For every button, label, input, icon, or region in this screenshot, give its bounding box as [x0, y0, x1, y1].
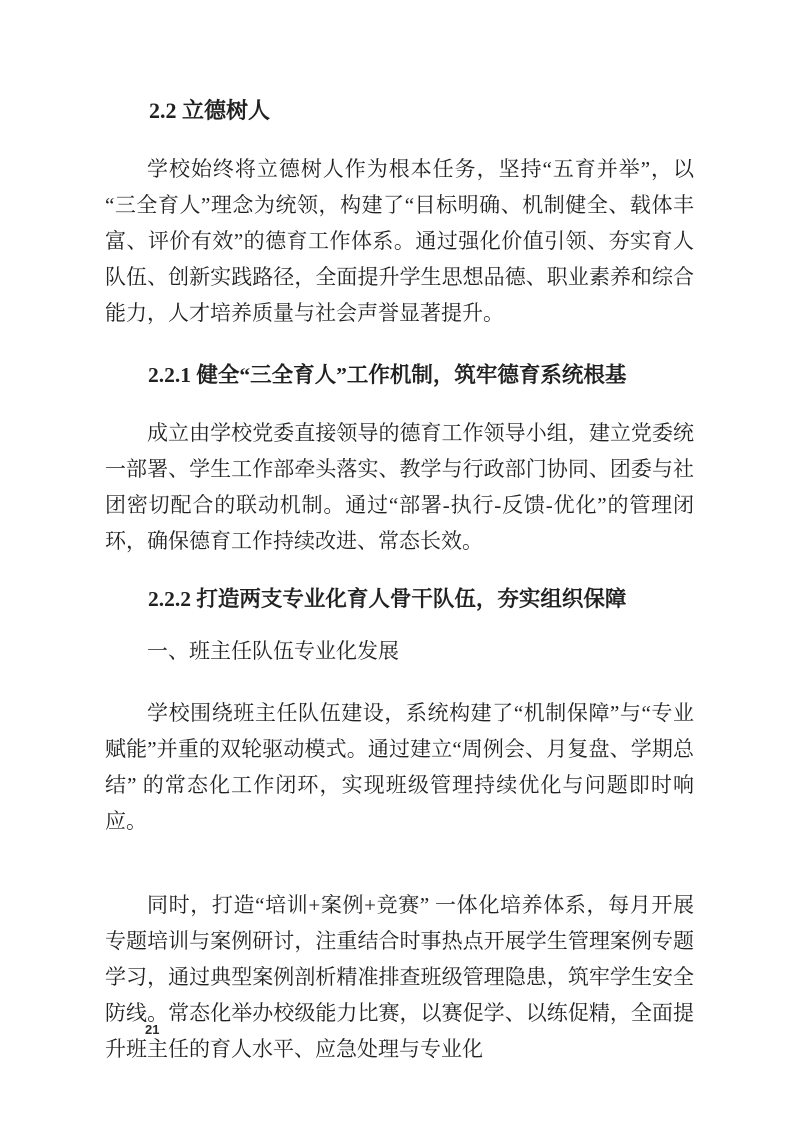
paragraph-banzhuren-training: 同时，打造“培训+案例+竞赛” 一体化培养体系，每月开展专题培训与案例研讨，注重结合时事热点开展学生管理案例专题学习，通过典型案例剖析精准排查班级管理隐患，筑牢学生安全防线。常态化举办校级能力比赛，以赛促学、以练促精，全面提升班主任的育人水平、应急处理与专业化 [105, 893, 694, 1061]
subheading-banzhuren-development: 一、班主任队伍专业化发展 [147, 639, 399, 663]
paragraph-lideshuren-intro: 学校始终将立德树人作为根本任务，坚持“五育并举”，以“三全育人”理念为统领，构建了“目标明确、机制健全、载体丰富、评价有效”的德育工作体系。通过强化价值引领、夯实育人队伍、创新实践路径，全面提升学生思想品德、职业素养和综合能力，人才培养质量与社会声誉显著提升。 [105, 157, 694, 325]
section-heading-2-2: 2.2 立德树人 [149, 98, 271, 123]
paragraph-banzhuren-mechanism: 学校围绕班主任队伍建设，系统构建了“机制保障”与“专业赋能”并重的双轮驱动模式。通过建立“周例会、月复盘、学期总结” 的常态化工作闭环，实现班级管理持续优化与问题即时响应。 [105, 701, 694, 833]
section-heading-2-2-2: 2.2.2 打造两支专业化育人骨干队伍，夯实组织保障 [148, 587, 627, 611]
paragraph-sanquan-mechanism: 成立由学校党委直接领导的德育工作领导小组，建立党委统一部署、学生工作部牵头落实、教学与行政部门协同、团委与社团密切配合的联动机制。通过“部署-执行-反馈-优化”的管理闭环，确保德育工作持续改进、常态长效。 [105, 421, 694, 553]
section-heading-2-2-1: 2.2.1 健全“三全育人”工作机制，筑牢德育系统根基 [148, 363, 627, 387]
page-number: 21 [145, 1022, 160, 1037]
